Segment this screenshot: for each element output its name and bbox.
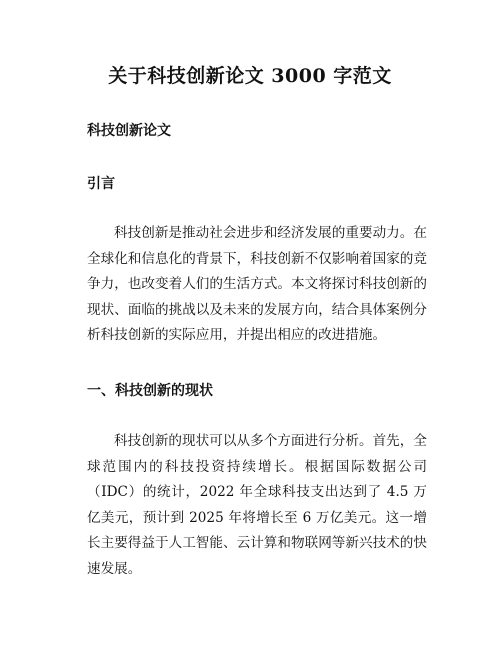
section-1-heading: 一、科技创新的现状 [87, 383, 213, 399]
intro-paragraph: 科技创新是推动社会进步和经济发展的重要动力。在全球化和信息化的背景下，科技创新不仅影响着国家的竞争力，也改变着人们的生活方式。本文将探讨科技创新的现状、面临的挑战以及未来的发展方向，结合具体案例分析科技创新的实际应用，并提出相应的改进措施。 [87, 225, 427, 344]
intro-heading: 引言 [87, 176, 115, 192]
section-1-paragraph: 科技创新的现状可以从多个方面进行分析。首先，全球范围内的科技投资持续增长。根据国际数据公司（IDC）的统计，2022 年全球科技支出达到了 4.5 万亿美元，预计到 2025 年将增长至 6 万亿美元。这一增长主要得益于人工智能、云计算和物联网等新兴技术的快速发展。 [87, 433, 427, 577]
document-title: 关于科技创新论文 3000 字范文 [108, 65, 392, 87]
subtitle-heading: 科技创新论文 [87, 123, 171, 139]
